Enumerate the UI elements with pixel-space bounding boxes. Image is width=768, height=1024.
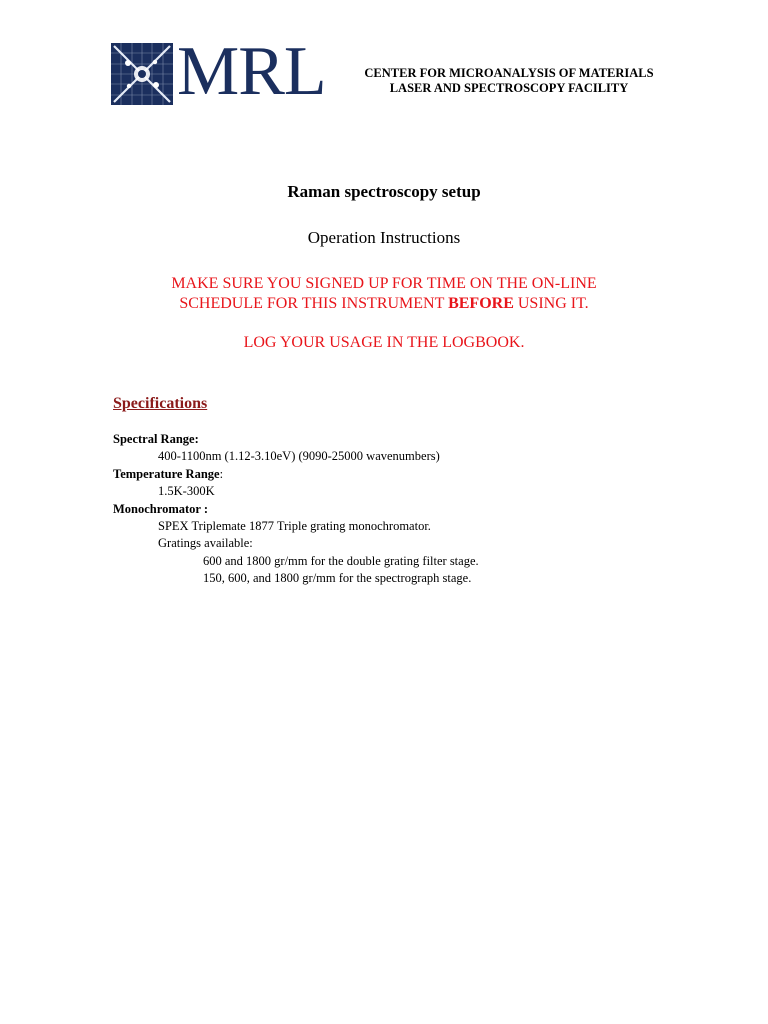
temperature-range-row (113, 466, 673, 483)
monochromator-value: SPEX Triplemate 1877 Triple grating monochromator. (158, 519, 431, 534)
schedule-warning (0, 274, 768, 314)
temperature-range-label: Temperature Range (113, 466, 220, 481)
logo-wordmark: MRL (177, 33, 326, 110)
grating-item-spectrograph-stage: 150, 600, and 1800 gr/mm for the spectrograph stage. (203, 571, 472, 586)
monochromator-label: Monochromator : (113, 501, 209, 516)
logbook-line: LOG YOUR USAGE IN THE LOGBOOK. (243, 334, 525, 351)
specifications-heading: Specifications (113, 395, 208, 412)
spectral-range-label: Spectral Range: (113, 432, 199, 446)
gratings-label: Gratings available: (158, 536, 253, 551)
document-title: Raman spectroscopy setup (287, 182, 481, 201)
warning-line-2-end: USING IT. (513, 295, 589, 312)
facility-line-1: CENTER FOR MICROANALYSIS OF MATERIALS (364, 66, 654, 80)
specifications-list (113, 431, 673, 588)
mrl-emblem-icon (111, 43, 173, 105)
grating-item-filter-stage: 600 and 1800 gr/mm for the double grating filter stage. (203, 553, 479, 568)
document-subtitle: Operation Instructions (307, 228, 461, 247)
mrl-logo (111, 33, 351, 110)
logbook-warning (0, 333, 768, 353)
facility-line-2: LASER AND SPECTROSCOPY FACILITY (389, 81, 629, 95)
warning-line-2-start: SCHEDULE FOR THIS INSTRUMENT (179, 295, 449, 312)
warning-before-emphasis: BEFORE (448, 295, 514, 312)
temperature-range-colon: : (219, 466, 224, 481)
warning-line-1: MAKE SURE YOU SIGNED UP FOR TIME ON THE ON-LINE (171, 275, 597, 292)
facility-name (356, 66, 662, 96)
temperature-range-value: 1.5K-300K (158, 484, 215, 499)
spectral-range-value: 400-1100nm (1.12-3.10eV) (9090-25000 wavenumbers) (158, 449, 440, 464)
warning-line-2 (0, 294, 768, 314)
